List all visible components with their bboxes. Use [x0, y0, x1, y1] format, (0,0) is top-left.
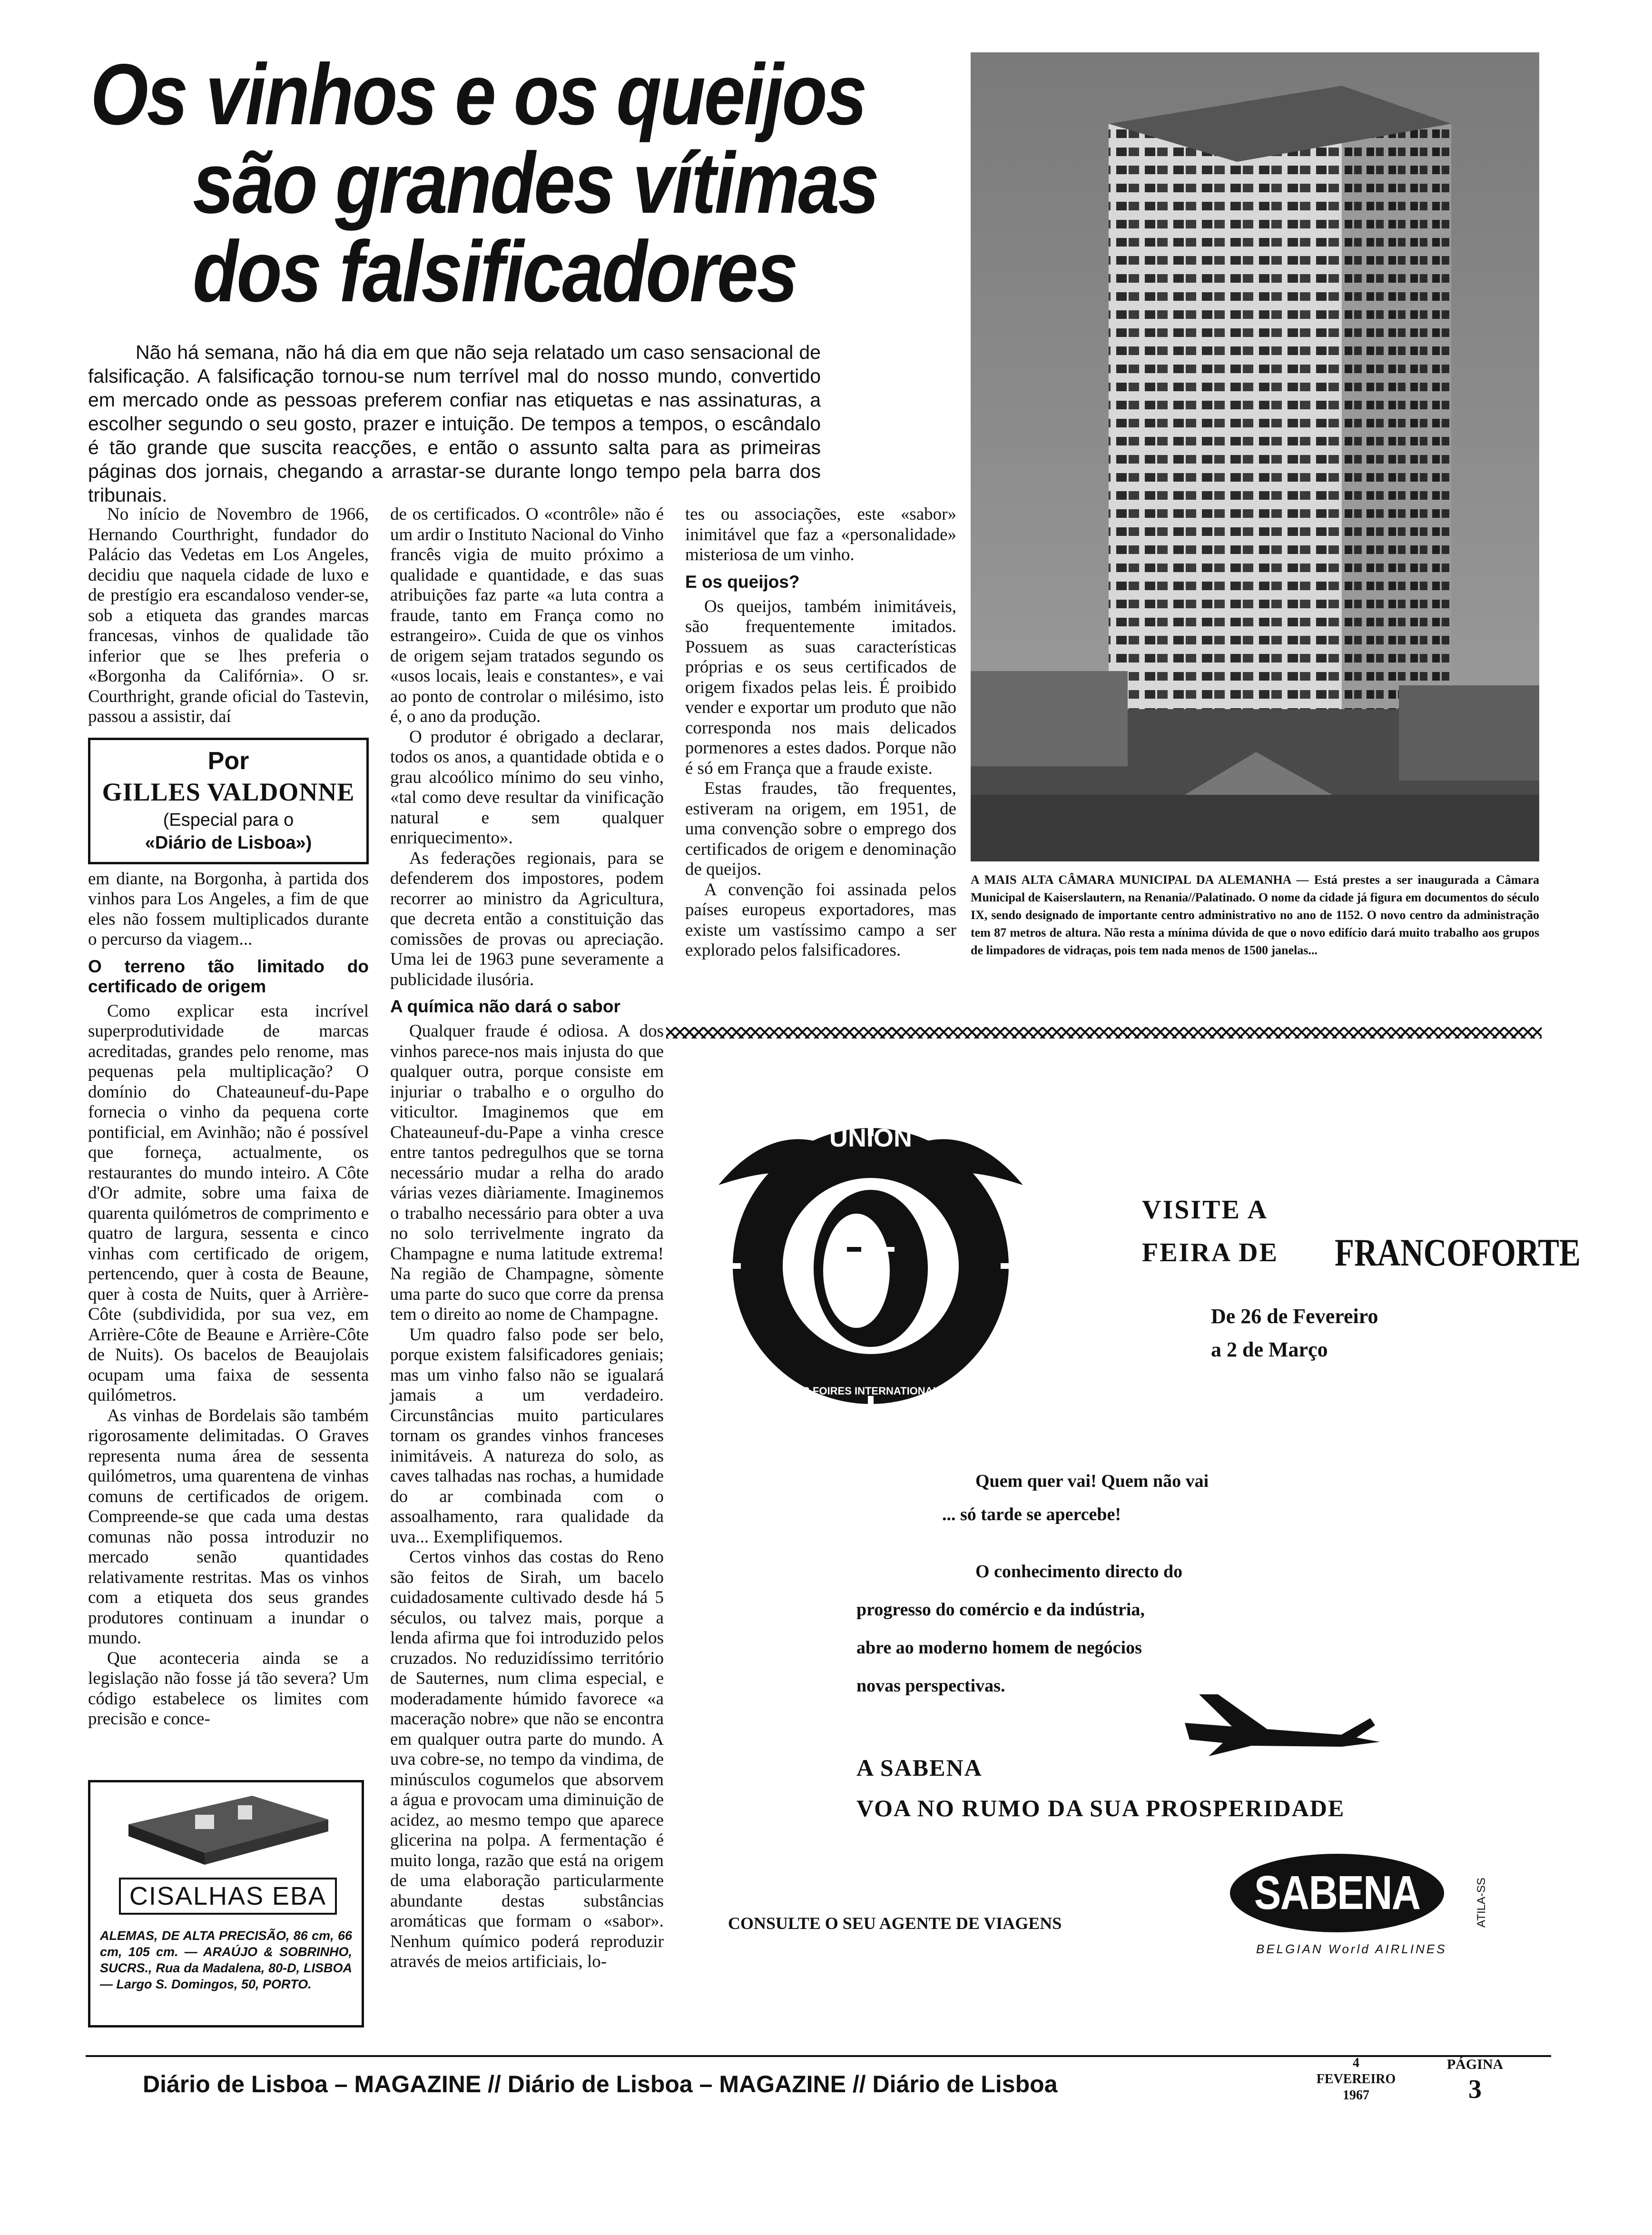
paragraph: Um quadro falso pode ser belo, porque existem falsificadores geniais; mas um vinho falso não se igualará jamais a um verdadeiro. Circunstâncias muito particulares tornam os grandes vinhos franceses inimitáveis. A natureza do solo, as caves talhadas nas rochas, a humidade do ar combinada com o assoalhamento, rara qualidade da uva... Exemplifiquemos. [390, 1325, 664, 1547]
paragraph: A convenção foi assinada pelos países europeus exportadores, mas existe um vastíssimo campo a ser explorado pelos falsificadores. [685, 880, 956, 960]
paragraph: As federações regionais, para se defenderem dos impostores, podem recorrer ao ministro da Agricultura, que decreta então a constituição das comissões de provas ou apreciação. Uma lei de 1963 pune severamente a publicidade ilusória. [390, 848, 664, 989]
footer-page-label: PÁGINA [1446, 2057, 1504, 2072]
byline-note-1: (Especial para o [163, 810, 294, 830]
paragraph: Como explicar esta incrível superprodutividade de marcas acreditadas, grandes pelo renome, mas pequenas pela multiplicação? O domínio do Chateauneuf-du-Pape fornecia o vinho da pequena corte pontificial, em Avinhão; não é possível que forneça, actualmente, os restaurantes do mundo inteiro. A Côte d'Or admite, sobre uma faixa de quarenta quilómetros de comprimento e quatro de largura, sessenta e cinco vinhas com certificado de origem, pertencendo, quer à costa de Beaune, quer à costa de Nuits, quer à Arrière-Côte (subdividida, por sua vez, em Arrière-Côte de Beaune e Arrière-Côte de Nuits). Os bacelos de Beaujolais ocupam uma faixa de sessenta quilómetros. [88, 1001, 369, 1405]
sabena-logo [1230, 1854, 1444, 1932]
body-line-4: novas perspectivas. [856, 1676, 1005, 1696]
paragraph: de os certificados. O «contrôle» não é um ardir o Instituto Nacional do Vinho francês vigia de muito próximo a qualidade e quantidade, e das suas atribuições faz parte «a luta contra a fraude, tanto em França como no estrangeiro». Cuida de que os vinhos de origem sejam tratados segundo os «usos locais, leais e constantes», e vai ao ponto de controlar o milésimo, isto é, o ano da produção. [390, 504, 664, 726]
article-column-1 [88, 504, 369, 1730]
sabena-logo-subtitle: BELGIAN World AIRLINES [1256, 1942, 1447, 1956]
article-lead: Não há semana, não há dia em que não seja relatado um caso sensacional de falsificação. A falsificação tornou-se num terrível mal do nosso mundo, convertido em mercado onde as pessoas preferem confiar nas etiquetas e nas assinaturas, a escolher segundo o seu gosto, prazer e intuição. De tempos a tempos, o escândalo é tão grande que suscita reacções, e então o assunto salta para as primeiras páginas dos jornais, chegando a arrastar-se durante longo tempo pela barra dos tribunais. [88, 341, 821, 506]
paragraph: O produtor é obrigado a declarar, todos os anos, a quantidade obtida e o grau alcoólico mínimo do seu vinho, «tal como deve resultar da vinificação natural e sem qualquer enriquecimento». [390, 727, 664, 848]
paragraph: As vinhas de Bordelais são também rigorosamente delimitadas. O Graves representa numa área de sessenta quilómetros, uma quarentena de vinhas comuns de certificados de origem. Compreende-se que cada uma destas comunas não possa introduzir no mercado senão quantidades relativamente restritas. Mas os vinhos com a etiqueta dos seus grandes produtores continuam a inundar o mundo. [88, 1405, 369, 1648]
sabena-ad [666, 1047, 1581, 2013]
byline-por: Por [207, 747, 249, 775]
article-column-2 [390, 504, 664, 1972]
footer-day: 4 [1353, 2056, 1359, 2070]
byline-author: GILLES VALDONNE [102, 777, 355, 806]
emblem-text-ring: DES FOIRES INTERNATIONALES [788, 1385, 954, 1397]
visit-line-1: VISITE A [1142, 1195, 1268, 1225]
byline-note-2: «Diário de Lisboa») [145, 832, 312, 853]
footer-strip: Diário de Lisboa – MAGAZINE // Diário de Lisboa – MAGAZINE // Diário de Lisboa [143, 2071, 1058, 2097]
town-hall-photo [971, 52, 1539, 861]
footer-month: FEVEREIRO [1316, 2072, 1396, 2087]
visit-line-2: FEIRA DE [1142, 1238, 1278, 1267]
agency-credit: ATILA-SS [1475, 1878, 1488, 1928]
headline-line-3: dos falsificadores [193, 223, 796, 320]
headline-line-1: Os vinhos e os queijos [90, 46, 866, 143]
airplane-icon [1180, 1690, 1389, 1763]
union-foires-emblem [704, 1076, 1037, 1409]
fair-dates-1: De 26 de Fevereiro [1211, 1305, 1378, 1328]
subhead-quimica: A química não dará o sabor [390, 997, 620, 1016]
paragraph: Que aconteceria ainda se a legislação não fosse já tão severa? Um código estabelece os limites com precisão e conce- [88, 1648, 369, 1729]
footer-page [1432, 2055, 1518, 2105]
footer-date [1304, 2055, 1408, 2104]
subhead-queijos: E os queijos? [685, 572, 800, 592]
paragraph: Os queijos, também inimitáveis, são frequentemente imitados. Possuem as suas características próprias e os seus certificados de origem fixados pelas leis. É proibido vender e exportar um produto que não corresponda nos mais delicados pormenores a estes dados. Porque não é só em França que a fraude existe. [685, 596, 956, 778]
body-line-1: O conhecimento directo do [975, 1562, 1183, 1582]
slogan-line-1: A SABENA [856, 1754, 983, 1781]
paragraph: em diante, na Borgonha, à partida dos vinhos para Los Angeles, a fim de que eles não fossem multiplicados durante o percurso da viagem... [88, 869, 369, 949]
headline-line-2: são grandes vítimas [193, 134, 878, 231]
photo-caption: A MAIS ALTA CÂMARA MUNICIPAL DA ALEMANHA — Está prestes a ser inaugurada a Câmara Municipal de Kaiserslautern, na Renania//Palatinado. O nome da cidade já figura em documentos do século IX, sendo designado de importante centro administrativo no ano de 1152. O novo centro da administração tem 87 metros de altura. Não resta a mínima dúvida de que o novo edifício dará muito trabalho aos grupos de limpadores de vidraças, pois tem nada menos de 1500 janelas... [971, 873, 1539, 957]
article-column-3 [685, 504, 956, 961]
slogan-line-2: VOA NO RUMO DA SUA PROSPERIDADE [856, 1795, 1345, 1821]
fair-city: FRANCOFORTE [1335, 1231, 1581, 1274]
consult-agent: CONSULTE O SEU AGENTE DE VIAGENS [728, 1914, 1062, 1933]
body-line-2: progresso do comércio e da indústria, [856, 1600, 1145, 1620]
building-illustration [971, 52, 1539, 861]
paragraph: Qualquer fraude é odiosa. A dos vinhos parece-nos mais injusta do que qualquer outra, porque consiste em injuriar o trabalho e o orgulho do viticultor. Imaginemos que em Chateauneuf-du-Pape a vinha cresce entre tantos pedregulhos que se torna necessário mudar a relha do arado várias vezes diàriamente. Imaginemos o trabalho necessário para obter a uva no solo terrivelmente ingrato da Champagne e numa latitude extrema! Na região de Champagne, sòmente uma parte do suco que corre da prensa tem o direito ao nome de Champagne. [390, 1021, 664, 1324]
emblem-text-union: UNION [829, 1124, 912, 1152]
cisalhas-brand: CISALHAS EBA [119, 1878, 337, 1915]
footer-page-number: 3 [1468, 2075, 1482, 2104]
fair-dates-2: a 2 de Março [1211, 1338, 1328, 1361]
byline-box [88, 738, 369, 864]
quote-line-2: ... só tarde se apercebe! [942, 1504, 1121, 1524]
paragraph: Estas fraudes, tão frequentes, estiveram na origem, em 1951, de uma convenção sobre o emprego dos certificados de origem e denominação de queijos. [685, 779, 956, 879]
footer-year: 1967 [1343, 2088, 1369, 2103]
headline [90, 46, 878, 320]
cisalhas-text: ALEMAS, DE ALTA PRECISÃO, 86 cm, 66 cm, 105 cm. — ARAÚJO & SOBRINHO, SUCRS., Rua da Madalena, 80-D, LISBOA — Largo S. Domingos, 50, PORTO. [100, 1928, 352, 1991]
paragraph: tes ou associações, este «sabor» inimitável que faz a «personalidade» misteriosa de um vinho. [685, 504, 956, 564]
subhead-terreno: O terreno tão limitado do certificado de origem [88, 956, 369, 996]
quote-line-1: Quem quer vai! Quem não vai [975, 1471, 1209, 1491]
sabena-logo-text: SABENA [1254, 1866, 1420, 1919]
shears-machine-illustration [109, 1791, 338, 1869]
decorative-divider [666, 1027, 1542, 1038]
body-line-3: abre ao moderno homem de negócios [856, 1638, 1142, 1658]
paragraph: Certos vinhos das costas do Reno são feitos de Sirah, um bacelo cuidadosamente cultivado desde há 5 séculos, ou talvez mais, porque a lenda afirma que foi introduzido pelos cruzados. No reduzidíssimo território de Sauternes, num clima especial, e moderadamente húmido favorece «a maceração nobre» que não se encontra em qualquer outra parte do mundo. A uva cobre-se, no tempo da vindima, de minúsculos cogumelos que absorvem a água e provocam uma diminuição de acidez, ao mesmo tempo que aparece glicerina na polpa. A fermentação é muito longa, razão que está na origem de uma elaboração particularmente abundante destas substâncias aromáticas que formam o «sabor». Nenhum químico poderá reproduzir através de meios artificiais, lo- [390, 1547, 664, 1971]
cisalhas-ad [88, 1780, 364, 2027]
paragraph: No início de Novembro de 1966, Hernando Courthright, fundador do Palácio das Vedetas em Los Angeles, decidiu que naquela cidade de luxo e de prestígio era escandaloso vender-se, sob a etiqueta das grandes marcas francesas, vinhos de qualidade tão inferior que se lhes preferia o «Borgonha da Califórnia». O sr. Courthright, grande oficial do Tastevin, passou a assistir, daí [88, 504, 369, 726]
